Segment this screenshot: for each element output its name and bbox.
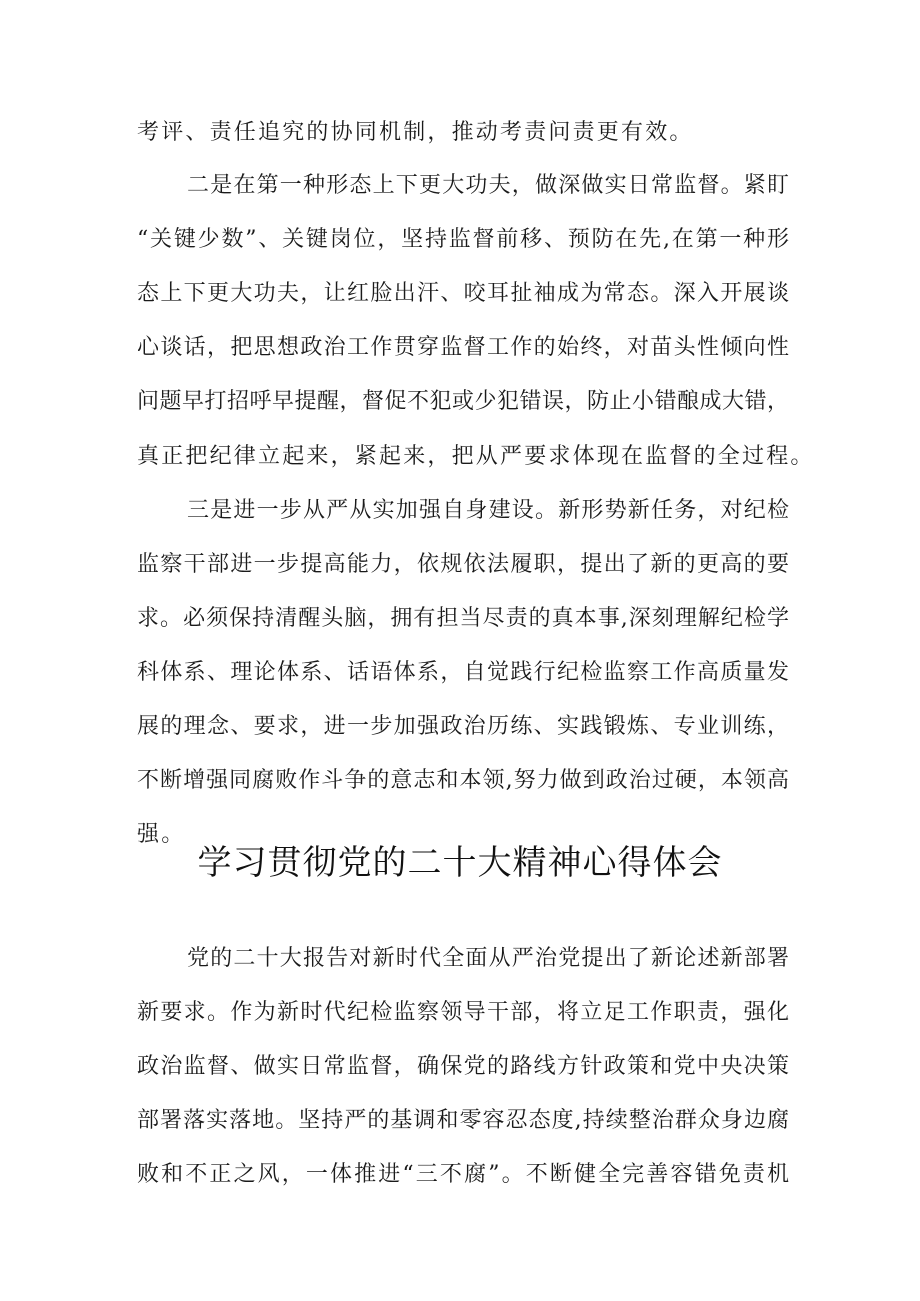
paragraph-line: 党的二十大报告对新时代全面从严治党提出了新论述新部署 [187, 946, 789, 971]
paragraph-line: 监察干部进一步提高能力，依规依法履职，提出了新的更高的要 [137, 552, 789, 577]
paragraph-line: 问题早打招呼早提醒，督促不犯或少犯错误，防止小错酿成大错， [137, 389, 789, 414]
page-title: 学习贯彻党的二十大精神心得体会 [197, 843, 723, 883]
paragraph-line: “关键少数”、关键岗位，坚持监督前移、预防在先,在第一种形 [137, 227, 789, 252]
paragraph-line: 展的理念、要求，进一步加强政治历练、实践锻炼、专业训练， [137, 714, 789, 739]
paragraph-line: 心谈话，把思想政治工作贯穿监督工作的始终，对苗头性倾向性 [137, 335, 789, 360]
paragraph-line: 真正把纪律立起来，紧起来，把从严要求体现在监督的全过程。 [137, 444, 815, 469]
paragraph-line: 新要求。作为新时代纪检监察领导干部，将立足工作职责，强化 [137, 1000, 789, 1025]
paragraph-line: 态上下更大功夫，让红脸出汗、咬耳扯袖成为常态。深入开展谈 [137, 281, 789, 306]
paragraph-line: 政治监督、做实日常监督，确保党的路线方针政策和党中央决策 [137, 1054, 789, 1079]
paragraph-line: 二是在第一种形态上下更大功夫，做深做实日常监督。紧盯 [187, 173, 789, 198]
paragraph-line: 科体系、理论体系、话语体系，自觉践行纪检监察工作高质量发 [137, 660, 789, 685]
paragraph-line: 不断增强同腐败作斗争的意志和本领,努力做到政治过硬，本领高 [137, 768, 789, 793]
paragraph-line: 部署落实落地。坚持严的基调和零容忍态度,持续整治群众身边腐 [137, 1108, 789, 1133]
paragraph-line: 败和不正之风，一体推进“三不腐”。不断健全完善容错免责机 [137, 1162, 789, 1187]
paragraph-line: 求。必须保持清醒头脑，拥有担当尽责的真本事,深刻理解纪检学 [137, 606, 789, 631]
paragraph-line: 强。 [137, 822, 186, 847]
paragraph-line: 考评、责任追究的协同机制，推动考责问责更有效。 [137, 120, 694, 145]
paragraph-line: 三是进一步从严从实加强自身建设。新形势新任务，对纪检 [187, 498, 789, 523]
